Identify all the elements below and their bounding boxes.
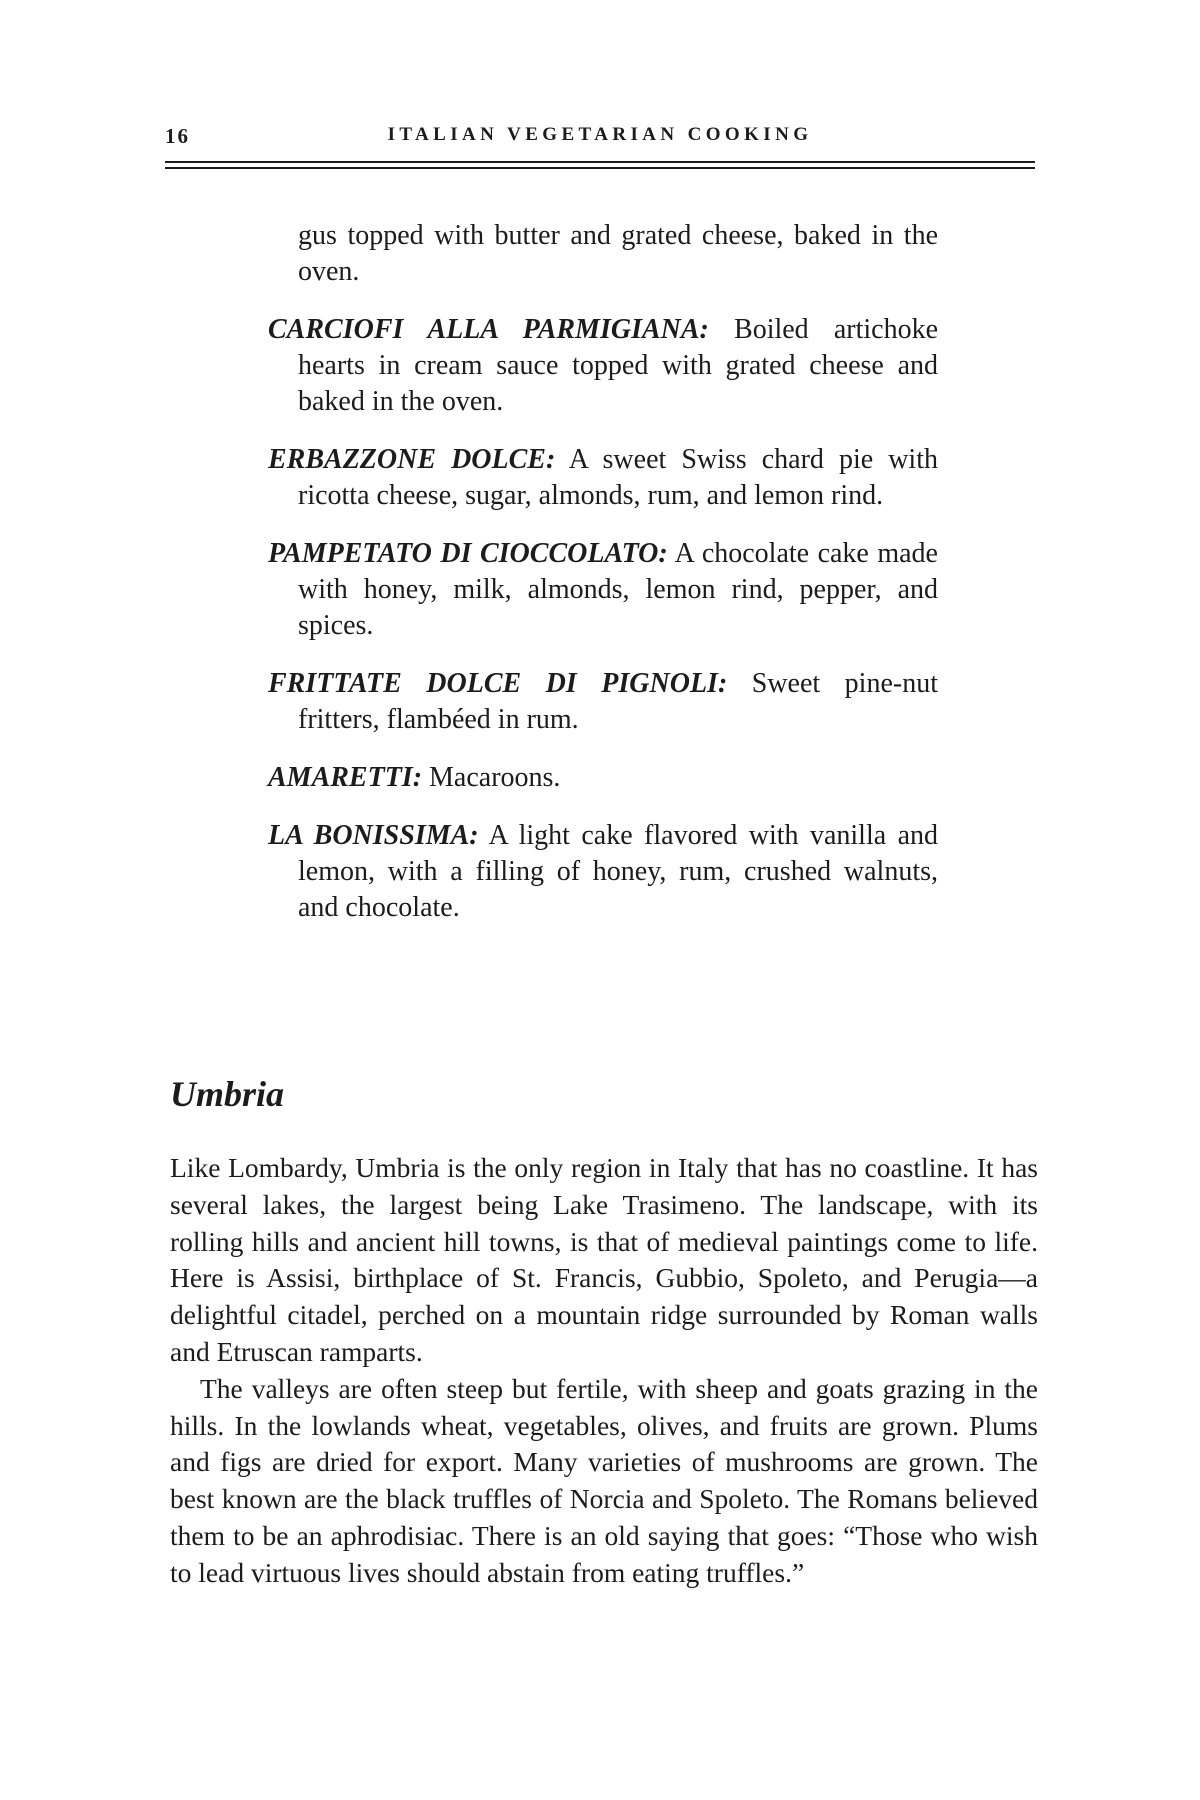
glossary-term: LA BONISSIMA: [268,820,479,851]
glossary-entry [268,536,938,644]
glossary-definition: A sweet Swiss chard pie with ricotta cheese, sugar, almonds, rum, and lemon rind. [298,444,938,511]
glossary-continuation: gus topped with butter and grated cheese, baked in the oven. [298,220,938,287]
section-body [170,1150,1038,1592]
header-rule-thin [165,167,1035,169]
page-number: 16 [165,124,190,148]
glossary-definition: Sweet pine-nut fritters, flambéed in rum. [298,668,938,735]
glossary-term: FRITTATE DOLCE DI PIGNOLI: [268,668,728,699]
glossary-term: PAMPETATO DI CIOCCOLATO: [268,538,668,569]
glossary-definition: A light cake flavored with vanilla and lemon, with a filling of honey, rum, crushed walnuts, and chocolate. [298,820,938,923]
glossary-definition: Boiled artichoke hearts in cream sauce topped with grated cheese and baked in the oven. [298,314,938,417]
glossary-term: AMARETTI: [268,762,423,793]
glossary-definition: Macaroons. [422,762,561,793]
header-rule-thick [165,161,1035,163]
glossary-term: ERBAZZONE DOLCE: [268,444,556,475]
glossary-list [268,218,938,948]
glossary-entry [268,818,938,926]
glossary-entry [268,442,938,514]
glossary-term: CARCIOFI ALLA PARMIGIANA: [268,314,709,345]
running-head [165,124,1035,154]
body-paragraph: The valleys are often steep but fertile, with sheep and goats grazing in the hills. In the lowlands wheat, vegetables, olives, and fruits are grown. Plums and figs are dried for export. Many varieties of mushrooms are grown. The best known are the black truffles of Norcia and Spoleto. The Romans believed them to be an aphrodisiac. There is an old saying that goes: “Those who wish to lead virtuous lives should abstain from eating truffles.” [170,1372,1038,1588]
glossary-definition: A chocolate cake made with honey, milk, almonds, lemon rind, pepper, and spices. [298,538,938,641]
section-heading: Umbria [170,1074,285,1114]
glossary-entry [268,666,938,738]
glossary-entry [268,312,938,420]
book-title: ITALIAN VEGETARIAN COOKING [387,124,813,145]
glossary-entry [268,760,938,796]
body-paragraph: Like Lombardy, Umbria is the only region in Italy that has no coastline. It has several lakes, the largest being Lake Trasimeno. The landscape, with its rolling hills and ancient hill towns, is that of medieval paintings come to life. Here is Assisi, birthplace of St. Francis, Gubbio, Spoleto, and Perugia—a delightful citadel, perched on a mountain ridge surrounded by Roman walls and Etruscan ramparts. [170,1152,1038,1367]
